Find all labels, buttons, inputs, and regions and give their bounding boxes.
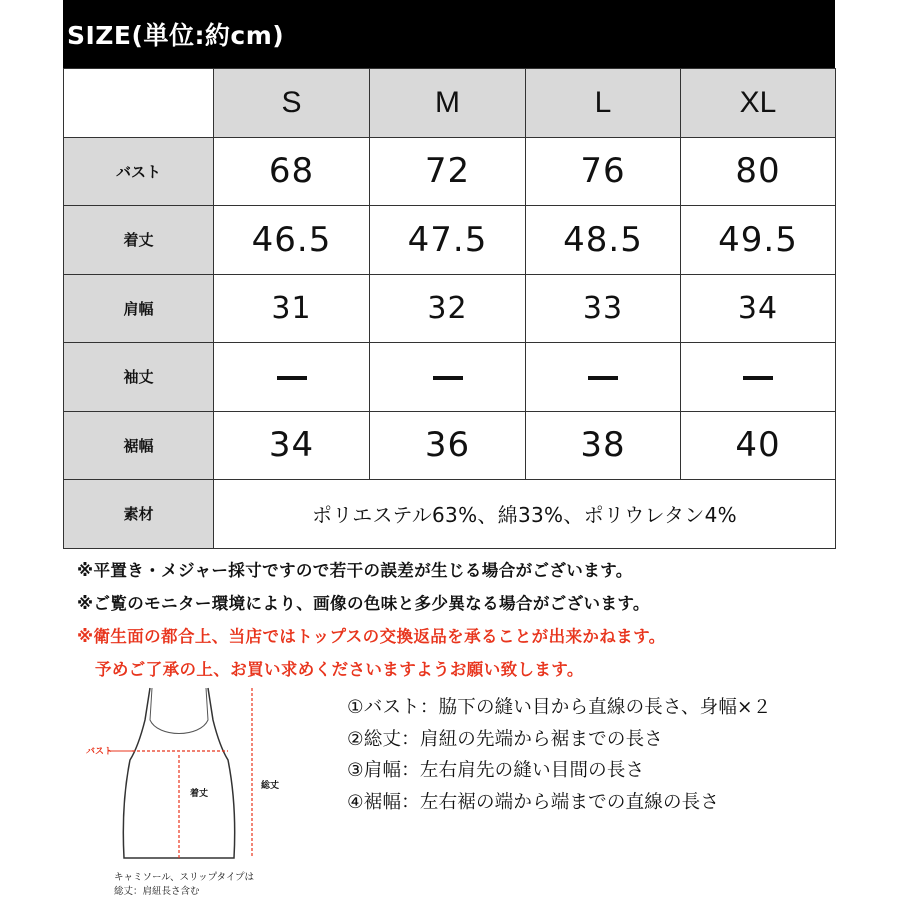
- table-row-bust: [64, 137, 836, 206]
- table-cell: 49.5: [681, 206, 836, 275]
- table-cell: [214, 343, 370, 412]
- total-length-label: 総丈: [261, 781, 280, 791]
- size-header-row: [64, 69, 836, 138]
- row-label-shoulder: 肩幅: [64, 274, 214, 343]
- legend-item: ②総丈：肩紐の先端から裾までの長さ: [347, 728, 663, 750]
- row-label-material: 素材: [64, 480, 214, 549]
- caption-line-2: 総丈：肩紐長さ含む: [114, 886, 200, 897]
- table-cell: [370, 343, 526, 412]
- table-cell: 40: [681, 411, 836, 480]
- dash-mark: [433, 376, 463, 380]
- row-label-hem: 裾幅: [64, 411, 214, 480]
- dash-mark: [277, 376, 307, 380]
- table-cell: 32: [370, 274, 526, 343]
- note-measurement: ※平置き・メジャー採寸ですので若干の誤差が生じる場合がございます。: [77, 561, 633, 580]
- table-cell: [681, 343, 836, 412]
- table-row-hem: [64, 411, 836, 480]
- size-grid: [63, 68, 836, 549]
- table-cell: 72: [370, 137, 526, 206]
- row-label-sleeve: 袖丈: [64, 343, 214, 412]
- caption-line-1: キャミソール、スリップタイプは: [114, 872, 255, 883]
- table-cell: 76: [526, 137, 681, 206]
- row-label-bust: バスト: [64, 137, 214, 206]
- legend-item: ③肩幅：左右肩先の縫い目間の長さ: [347, 760, 645, 781]
- size-header-l: L: [526, 69, 681, 138]
- size-table: [63, 0, 835, 547]
- table-cell: 36: [370, 411, 526, 480]
- note-acknowledge: 予めご了承の上、お買い求めくださいますようお願い致します。: [95, 660, 584, 679]
- table-row-length: [64, 206, 836, 275]
- camisole-diagram: [80, 680, 310, 900]
- bust-label: バスト: [86, 747, 114, 757]
- size-header-m: M: [370, 69, 526, 138]
- notes: [77, 554, 877, 686]
- material-value: ポリエステル63%、綿33%、ポリウレタン4%: [214, 480, 836, 549]
- table-cell: 46.5: [214, 206, 370, 275]
- table-row-shoulder: [64, 274, 836, 343]
- note-no-returns: ※衛生面の都合上、当店ではトップスの交換返品を承ることが出来かねます。: [77, 627, 666, 646]
- size-header-xl: XL: [681, 69, 836, 138]
- table-cell: [526, 343, 681, 412]
- table-row-material: [64, 480, 836, 549]
- legend-item: ①バスト：脇下の縫い目から直線の長さ、身幅×２: [347, 697, 772, 718]
- dash-mark: [588, 376, 618, 380]
- table-row-sleeve: [64, 343, 836, 412]
- dash-mark: [743, 376, 773, 380]
- table-cell: 47.5: [370, 206, 526, 275]
- row-label-length: 着丈: [64, 206, 214, 275]
- table-cell: 34: [681, 274, 836, 343]
- table-cell: 80: [681, 137, 836, 206]
- legend-item: ④裾幅：左右裾の端から端までの直線の長さ: [347, 791, 720, 813]
- table-cell: 34: [214, 411, 370, 480]
- note-monitor: ※ご覧のモニター環境により、画像の色味と多少異なる場合がございます。: [77, 594, 650, 613]
- table-cell: 38: [526, 411, 681, 480]
- length-label: 着丈: [190, 789, 209, 799]
- table-cell: 31: [214, 274, 370, 343]
- measurement-legend: [347, 692, 771, 818]
- size-header-s: S: [214, 69, 370, 138]
- corner-cell: [64, 69, 214, 138]
- size-table-title: SIZE(単位:約cm): [63, 0, 835, 68]
- table-cell: 68: [214, 137, 370, 206]
- table-cell: 48.5: [526, 206, 681, 275]
- table-cell: 33: [526, 274, 681, 343]
- diagram-caption: [114, 871, 254, 899]
